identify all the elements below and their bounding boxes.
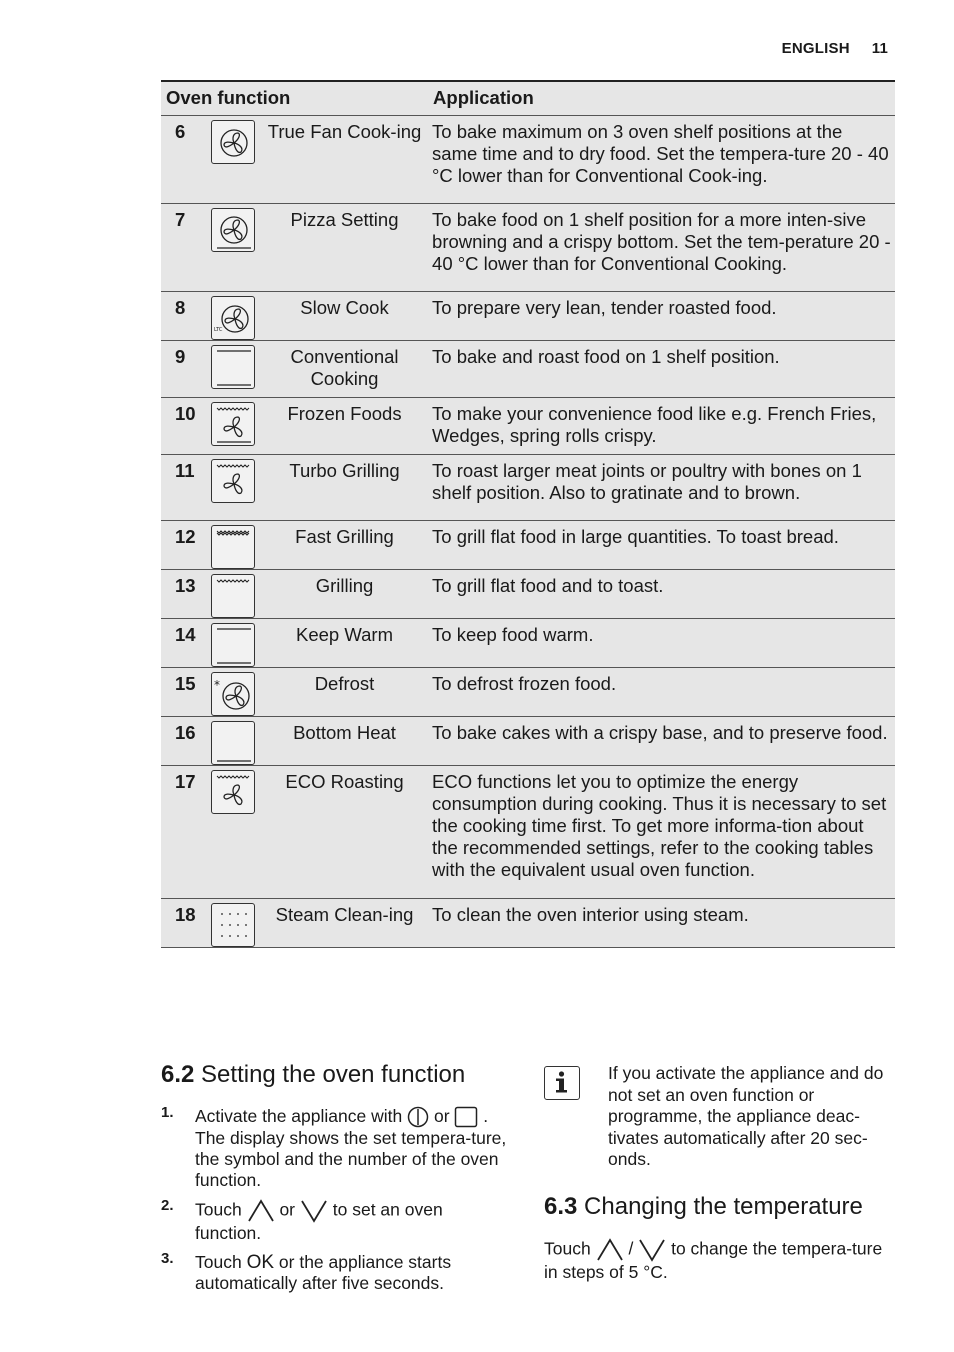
column-header-function: Oven function [161,81,428,116]
page-number: 11 [871,40,888,57]
arrow-up-icon [596,1238,624,1262]
column-header-application: Application [428,81,895,116]
function-application: To clean the oven interior using steam. [428,899,895,948]
grill-icon [211,574,255,618]
table-header-row [161,81,895,116]
table-row [161,766,895,899]
info-icon [544,1066,580,1100]
function-name: Steam Clean-ing [261,899,428,948]
function-name: True Fan Cook-ing [261,116,428,204]
function-number: 13 [161,570,203,619]
function-application: To defrost frozen food. [428,668,895,717]
table-row [161,899,895,948]
keep-warm-icon [211,623,255,667]
function-name: Keep Warm [261,619,428,668]
function-number: 17 [161,766,203,899]
table-row [161,204,895,292]
table-row [161,116,895,204]
table-row [161,398,895,455]
info-note: If you activate the appliance and do not set an oven function or programme, the appliance deac-tivates automatically after 20 sec-onds. [608,1063,884,1169]
function-application: To bake food on 1 shelf position for a more inten-sive browning and a crispy bottom. Set the tem-perature 20 - 40 °C lower than for Conventional Cooking. [428,204,895,292]
function-name: Slow Cook [261,292,428,341]
table-row [161,668,895,717]
power-icon [407,1106,429,1128]
function-number: 6 [161,116,203,204]
double-grill-icon [211,525,255,569]
table-row [161,292,895,341]
function-number: 15 [161,668,203,717]
function-name: Bottom Heat [261,717,428,766]
list-item: 3. Touch OK or the appliance starts automatically after five seconds. [161,1250,452,1294]
function-number: 16 [161,717,203,766]
eco-roasting-icon [211,770,255,814]
table-row [161,521,895,570]
frozen-foods-icon [211,402,255,446]
function-application: To grill flat food and to toast. [428,570,895,619]
function-number: 11 [161,455,203,521]
list-item: 2. Touch or to set an oven function. [161,1197,443,1244]
function-name: Frozen Foods [261,398,428,455]
table-row [161,717,895,766]
function-number: 14 [161,619,203,668]
steps-list [161,1106,511,1302]
function-number: 18 [161,899,203,948]
arrow-up-icon [247,1199,275,1223]
on-off-square-icon [454,1106,478,1128]
section-6-2-heading: 6.2 Setting the oven function [161,1061,466,1088]
icon-text: LTC [214,327,223,333]
function-number: 9 [161,341,203,398]
function-application: To prepare very lean, tender roasted food. [428,292,895,341]
function-name: ECO Roasting [261,766,428,899]
function-name: Pizza Setting [261,204,428,292]
table-row [161,455,895,521]
function-name: Defrost [261,668,428,717]
bottom-heat-icon [211,721,255,765]
function-number: 7 [161,204,203,292]
grill-fan-icon [211,459,255,503]
arrow-down-icon [300,1199,328,1223]
section-6-3-heading: 6.3 Changing the temperature [544,1193,863,1220]
table-row [161,570,895,619]
fan-slow-cook-icon [211,296,255,340]
page-header [760,40,888,57]
oven-functions-table [161,80,895,948]
function-application: To make your convenience food like e.g. French Fries, Wedges, spring rolls crispy. [428,398,895,455]
function-name: Fast Grilling [261,521,428,570]
ok-symbol: OK [246,1252,275,1274]
function-application: ECO functions let you to optimize the energy consumption during cooking. Thus it is necessary to set the cooking time first. To get more informa-tion about the recommended settings, refer to the cooking tables with the equivalent usual oven function. [428,766,895,899]
function-number: 10 [161,398,203,455]
table-row [161,619,895,668]
fan-icon [211,120,255,164]
defrost-icon [211,672,255,716]
language-label: ENGLISH [781,40,850,57]
function-application: To bake cakes with a crispy base, and to preserve food. [428,717,895,766]
function-application: To keep food warm. [428,619,895,668]
svg-text:*: * [214,678,220,692]
arrow-down-icon [638,1238,666,1262]
function-application: To bake and roast food on 1 shelf position. [428,341,895,398]
function-application: To grill flat food in large quantities. To toast bread. [428,521,895,570]
function-name: Grilling [261,570,428,619]
fan-bottom-heat-icon [211,208,255,252]
function-number: 8 [161,292,203,341]
function-application: To bake maximum on 3 oven shelf positions at the same time and to dry food. Set the tempera-ture 20 - 40 °C lower than for Conventional Cook-ing. [428,116,895,204]
list-item: 1. Activate the appliance with or . The display shows the set tempera-ture, the symbol and the number of the oven function. [161,1104,507,1191]
function-application: To roast larger meat joints or poultry with bones on 1 shelf position. Also to gratinate and to brown. [428,455,895,521]
table-row [161,341,895,398]
top-bottom-heat-icon [211,345,255,389]
steam-clean-icon [211,903,255,947]
function-name: Turbo Grilling [261,455,428,521]
function-number: 12 [161,521,203,570]
temperature-instruction: Touch / to change the tempera-ture in steps of 5 °C. [544,1238,883,1282]
function-name: Conventional Cooking [261,341,428,398]
